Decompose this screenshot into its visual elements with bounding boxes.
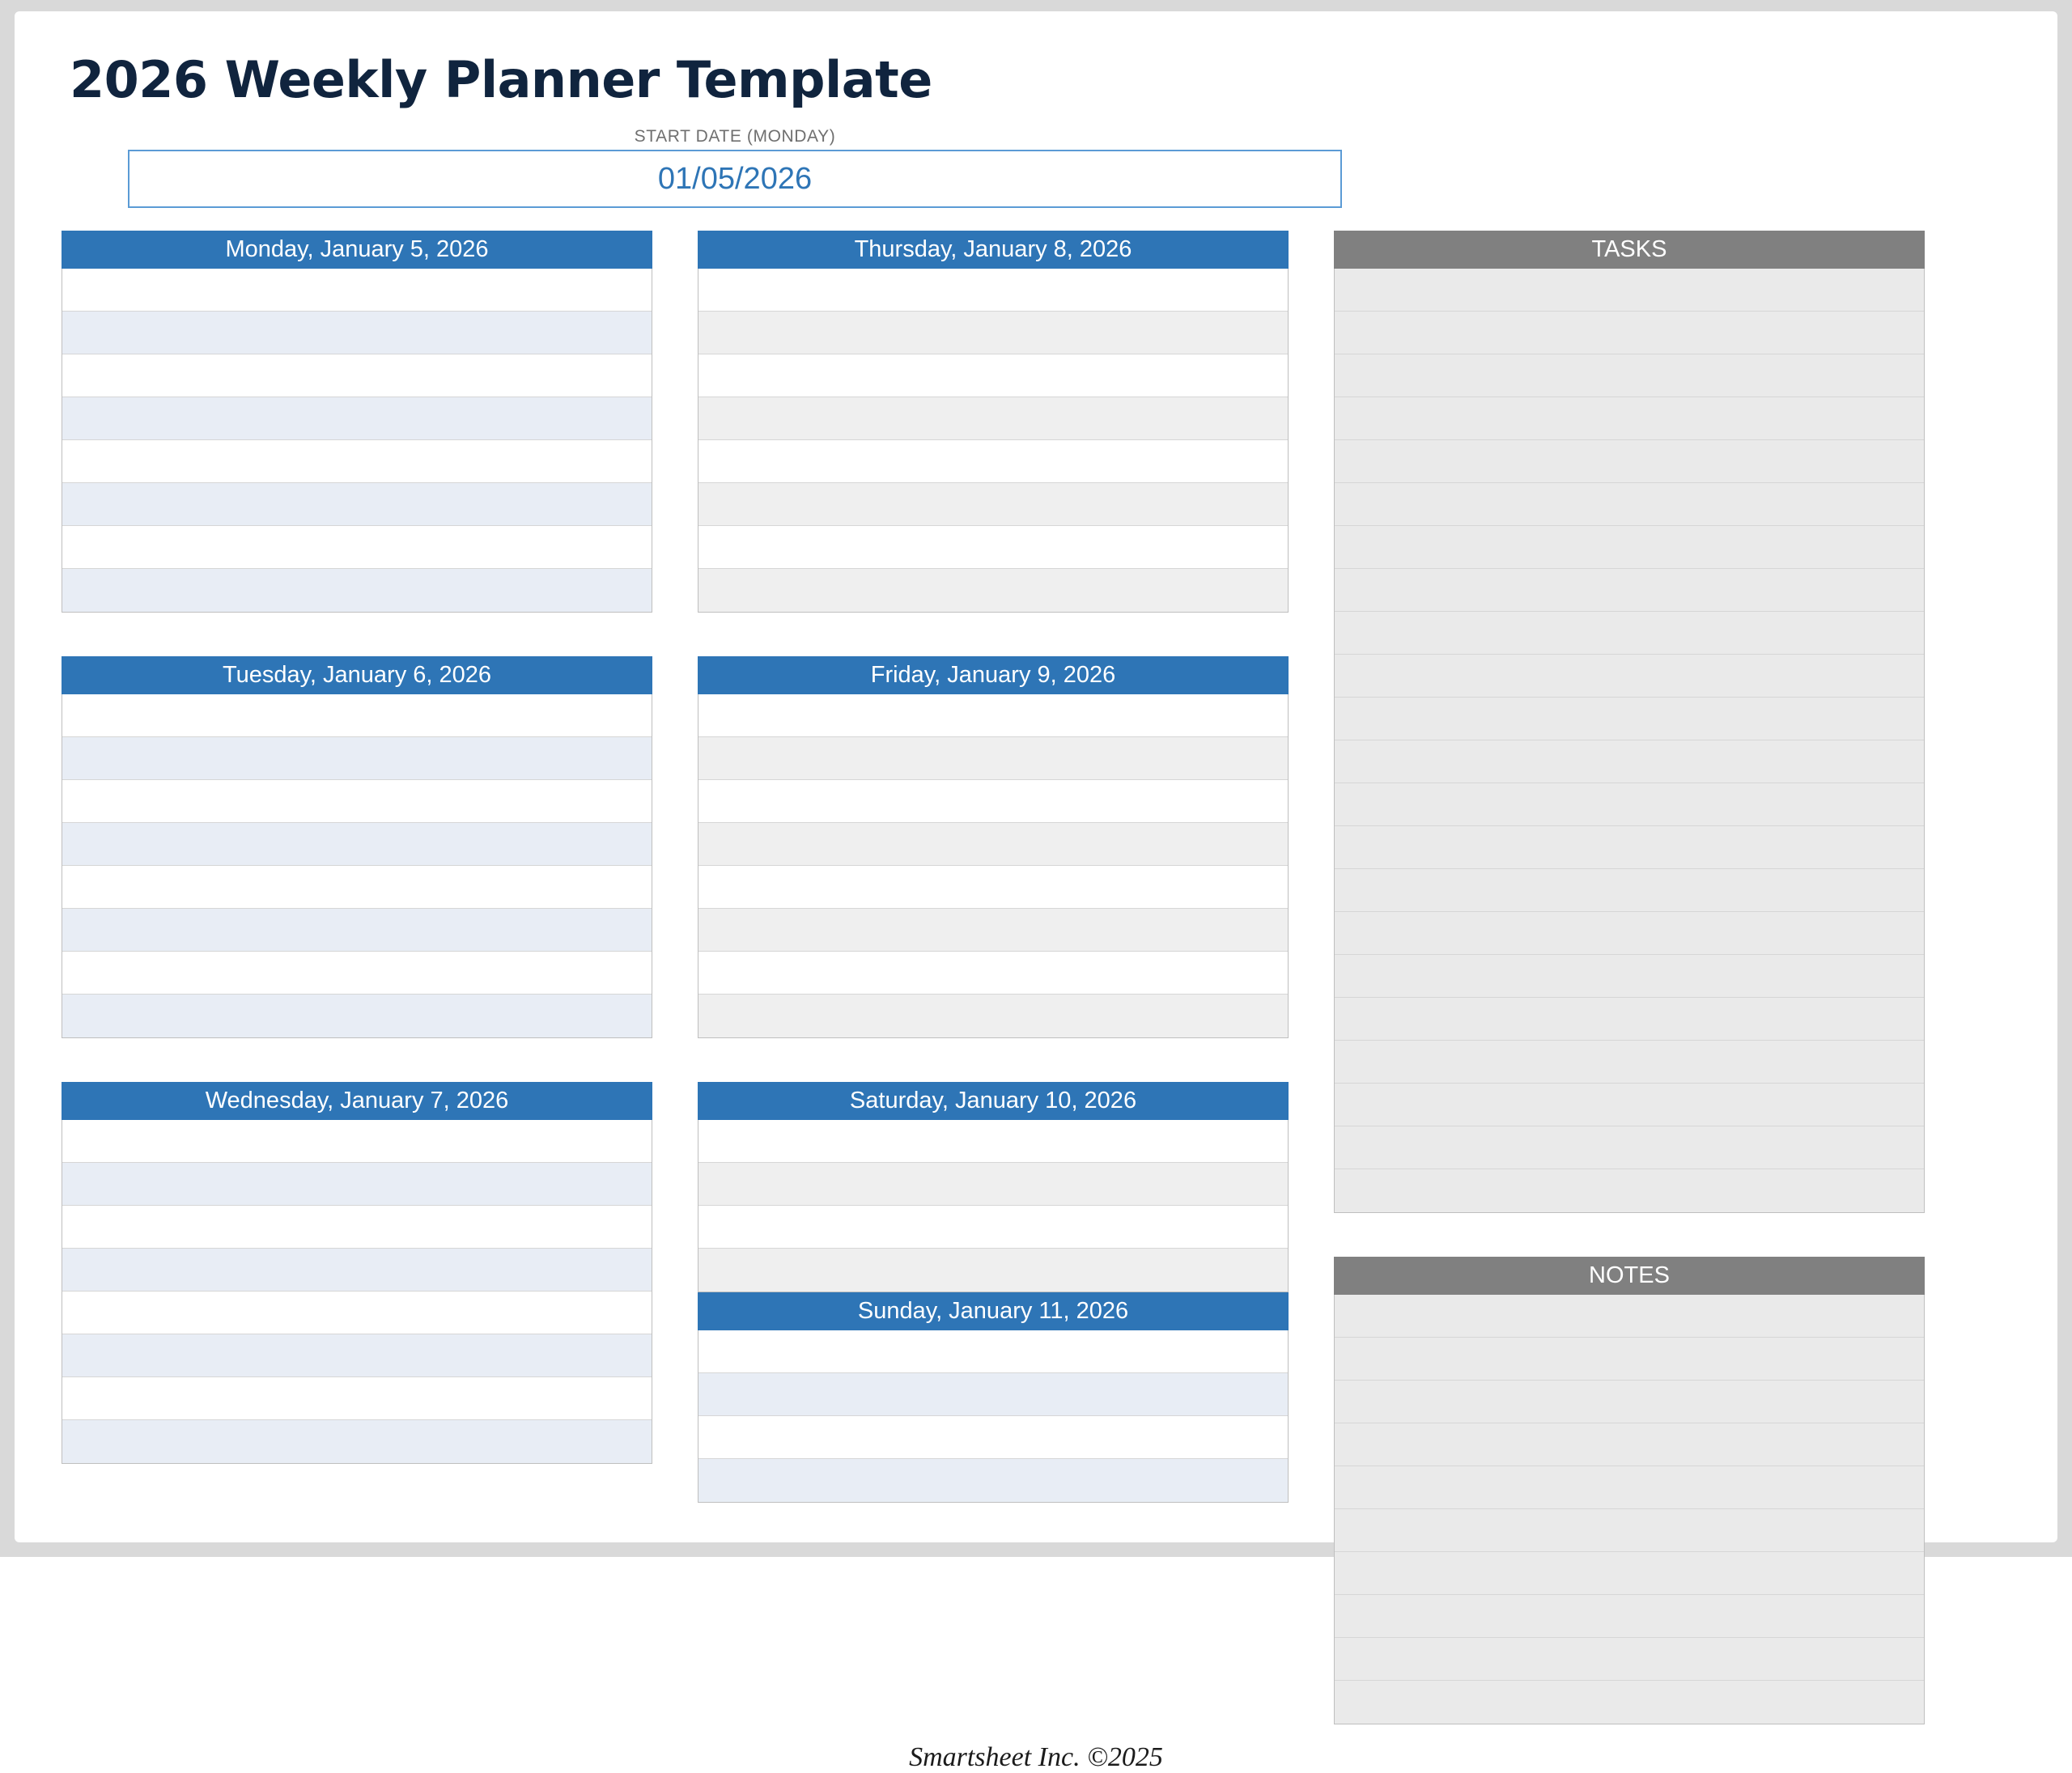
side-panel-row[interactable] xyxy=(1335,1552,1924,1595)
day-lines xyxy=(698,1120,1289,1292)
day-line-row[interactable] xyxy=(698,312,1288,354)
footer-credit: Smartsheet Inc. ©2025 xyxy=(909,1742,1163,1772)
day-line-row[interactable] xyxy=(62,569,652,612)
side-panel-row[interactable] xyxy=(1335,783,1924,826)
side-panel-row[interactable] xyxy=(1335,612,1924,655)
side-panel-header: NOTES xyxy=(1334,1257,1925,1295)
day-line-row[interactable] xyxy=(62,737,652,780)
side-panel-header: TASKS xyxy=(1334,231,1925,269)
day-line-row[interactable] xyxy=(698,269,1288,312)
day-block xyxy=(62,231,652,613)
day-line-row[interactable] xyxy=(698,780,1288,823)
side-panel-row[interactable] xyxy=(1335,698,1924,740)
day-line-row[interactable] xyxy=(62,866,652,909)
day-line-row[interactable] xyxy=(698,866,1288,909)
page-title: 2026 Weekly Planner Template xyxy=(70,50,932,109)
side-panel-row[interactable] xyxy=(1335,483,1924,526)
day-line-row[interactable] xyxy=(62,1120,652,1163)
day-line-row[interactable] xyxy=(698,909,1288,952)
planner-sheet xyxy=(15,11,2057,1772)
day-lines xyxy=(62,269,652,613)
day-line-row[interactable] xyxy=(62,1249,652,1292)
day-line-row[interactable] xyxy=(698,1373,1288,1416)
planner-grid xyxy=(62,231,2010,1724)
day-line-row[interactable] xyxy=(62,354,652,397)
side-panel-row[interactable] xyxy=(1335,354,1924,397)
day-lines xyxy=(62,694,652,1038)
day-line-row[interactable] xyxy=(62,952,652,995)
day-line-row[interactable] xyxy=(698,1120,1288,1163)
start-date-label: START DATE (MONDAY) xyxy=(634,127,836,146)
day-header: Sunday, January 11, 2026 xyxy=(698,1292,1289,1330)
day-block xyxy=(62,656,652,1038)
side-panel-row[interactable] xyxy=(1335,1338,1924,1381)
day-line-row[interactable] xyxy=(698,1163,1288,1206)
day-line-row[interactable] xyxy=(698,995,1288,1037)
side-panel-row[interactable] xyxy=(1335,869,1924,912)
side-panel-row[interactable] xyxy=(1335,1084,1924,1126)
day-line-row[interactable] xyxy=(62,397,652,440)
side-panel-row[interactable] xyxy=(1335,526,1924,569)
day-line-row[interactable] xyxy=(698,526,1288,569)
day-line-row[interactable] xyxy=(62,269,652,312)
day-line-row[interactable] xyxy=(698,694,1288,737)
side-panel-row[interactable] xyxy=(1335,998,1924,1041)
day-line-row[interactable] xyxy=(62,780,652,823)
side-panel-row[interactable] xyxy=(1335,312,1924,354)
column-right xyxy=(1334,231,1925,1724)
day-header: Monday, January 5, 2026 xyxy=(62,231,652,269)
side-panel-row[interactable] xyxy=(1335,1509,1924,1552)
day-header: Wednesday, January 7, 2026 xyxy=(62,1082,652,1120)
day-line-row[interactable] xyxy=(698,737,1288,780)
day-line-row[interactable] xyxy=(62,440,652,483)
side-panel-row[interactable] xyxy=(1335,1126,1924,1169)
day-line-row[interactable] xyxy=(62,483,652,526)
side-panel-rows xyxy=(1334,269,1925,1213)
side-panel-row[interactable] xyxy=(1335,1169,1924,1212)
day-header: Thursday, January 8, 2026 xyxy=(698,231,1289,269)
side-panel-row[interactable] xyxy=(1335,655,1924,698)
day-lines xyxy=(62,1120,652,1464)
day-line-row[interactable] xyxy=(698,1206,1288,1249)
side-panel-row[interactable] xyxy=(1335,1681,1924,1724)
start-date-input[interactable] xyxy=(128,150,1342,208)
side-panel-row[interactable] xyxy=(1335,397,1924,440)
day-lines xyxy=(698,694,1289,1038)
side-panel-row[interactable] xyxy=(1335,440,1924,483)
day-line-row[interactable] xyxy=(698,823,1288,866)
day-line-row[interactable] xyxy=(62,1334,652,1377)
day-block xyxy=(698,1292,1289,1503)
day-lines xyxy=(698,269,1289,613)
day-line-row[interactable] xyxy=(698,1416,1288,1459)
day-line-row[interactable] xyxy=(62,694,652,737)
side-panel-row[interactable] xyxy=(1335,912,1924,955)
day-line-row[interactable] xyxy=(62,909,652,952)
day-line-row[interactable] xyxy=(62,1206,652,1249)
day-block xyxy=(698,656,1289,1038)
column-middle xyxy=(698,231,1289,1724)
start-date-value: 01/05/2026 xyxy=(657,161,813,196)
day-line-row[interactable] xyxy=(698,952,1288,995)
side-panel-row[interactable] xyxy=(1335,1466,1924,1509)
side-panel-row[interactable] xyxy=(1335,826,1924,869)
day-line-row[interactable] xyxy=(698,397,1288,440)
side-panel-row[interactable] xyxy=(1335,1295,1924,1338)
day-line-row[interactable] xyxy=(698,440,1288,483)
side-panel-row[interactable] xyxy=(1335,1595,1924,1638)
day-lines xyxy=(698,1330,1289,1503)
side-panel-row[interactable] xyxy=(1335,1381,1924,1423)
day-line-row[interactable] xyxy=(698,1459,1288,1502)
side-panel-row[interactable] xyxy=(1335,1423,1924,1466)
day-block xyxy=(62,1082,652,1464)
day-line-row[interactable] xyxy=(62,995,652,1037)
day-line-row[interactable] xyxy=(698,483,1288,526)
day-line-row[interactable] xyxy=(62,1163,652,1206)
day-line-row[interactable] xyxy=(62,1377,652,1420)
day-line-row[interactable] xyxy=(698,569,1288,612)
day-header: Friday, January 9, 2026 xyxy=(698,656,1289,694)
side-panel-row[interactable] xyxy=(1335,955,1924,998)
day-block xyxy=(698,231,1289,613)
day-line-row[interactable] xyxy=(62,312,652,354)
day-line-row[interactable] xyxy=(62,1420,652,1463)
day-line-row[interactable] xyxy=(698,1249,1288,1292)
day-line-row[interactable] xyxy=(62,1292,652,1334)
day-line-row[interactable] xyxy=(62,823,652,866)
day-line-row[interactable] xyxy=(698,354,1288,397)
side-panel-rows xyxy=(1334,1295,1925,1724)
side-panel xyxy=(1334,1257,1925,1724)
side-panel-row[interactable] xyxy=(1335,740,1924,783)
side-panel-row[interactable] xyxy=(1335,269,1924,312)
day-header: Saturday, January 10, 2026 xyxy=(698,1082,1289,1120)
column-left xyxy=(62,231,652,1724)
day-line-row[interactable] xyxy=(698,1330,1288,1373)
side-panel-row[interactable] xyxy=(1335,1638,1924,1681)
side-panel xyxy=(1334,231,1925,1213)
day-block xyxy=(698,1082,1289,1292)
day-header: Tuesday, January 6, 2026 xyxy=(62,656,652,694)
start-date-group xyxy=(128,127,1342,208)
side-panel-row[interactable] xyxy=(1335,569,1924,612)
day-line-row[interactable] xyxy=(62,526,652,569)
side-panel-row[interactable] xyxy=(1335,1041,1924,1084)
